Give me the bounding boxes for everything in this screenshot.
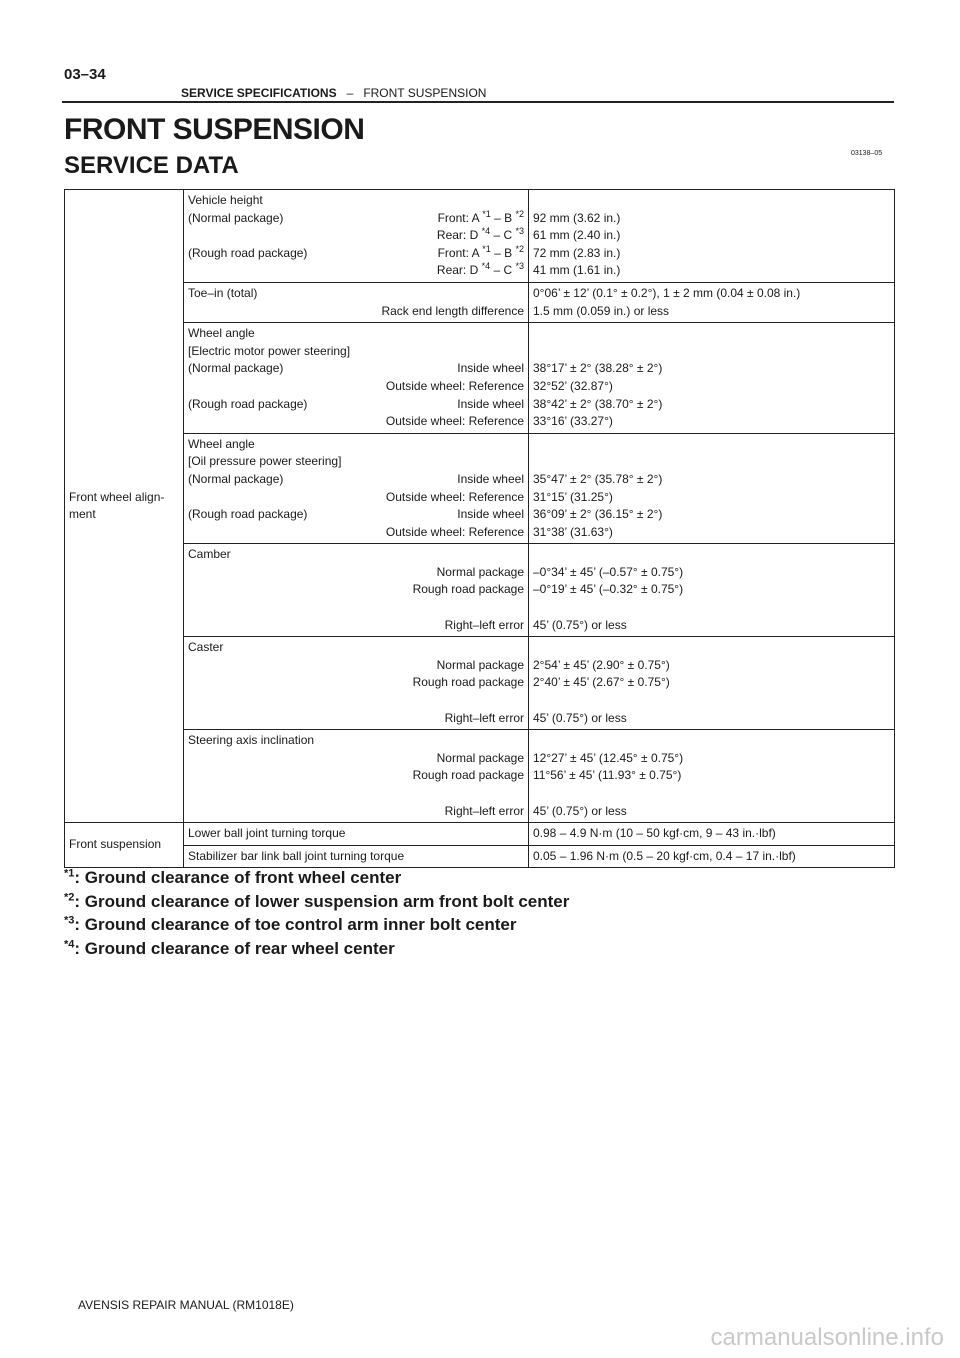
spec-sub-label: Rear: D $^{*4}$ – C $^{*3}$ bbox=[436, 226, 524, 243]
table-row bbox=[65, 190, 895, 283]
spec-label: (Normal package) bbox=[188, 471, 284, 486]
spec-item-vehicle-height bbox=[184, 190, 529, 283]
spec-line bbox=[188, 245, 524, 263]
footnotes bbox=[64, 866, 569, 960]
spec-sub-label: Inside wheel bbox=[457, 396, 524, 411]
spec-value: 11°56’ ± 45’ (11.93° ± 0.75°) bbox=[533, 768, 682, 783]
spec-title: Wheel angle bbox=[188, 436, 255, 451]
page-footer: AVENSIS REPAIR MANUAL (RM1018E) bbox=[78, 1298, 294, 1312]
spec-sub-label: Inside wheel bbox=[457, 361, 524, 376]
table-row bbox=[65, 845, 895, 868]
spec-line bbox=[188, 506, 524, 524]
spec-values-toe-in bbox=[529, 282, 895, 322]
spec-value: 38°42’ ± 2° (38.70° ± 2°) bbox=[533, 396, 663, 411]
header-rule bbox=[62, 101, 894, 103]
spec-item-wheel-angle-eps bbox=[184, 323, 529, 434]
footnote: $^{*3}$: Ground clearance of toe control arm inner bolt center bbox=[64, 914, 517, 934]
spec-item-lower-ball-joint: Lower ball joint turning torque bbox=[184, 823, 529, 846]
page-number: 03–34 bbox=[64, 66, 106, 83]
spec-item-wheel-angle-ops bbox=[184, 433, 529, 544]
table-row bbox=[65, 433, 895, 544]
header-section: SERVICE SPECIFICATIONS bbox=[181, 86, 337, 100]
page-title: FRONT SUSPENSION bbox=[64, 113, 365, 146]
spec-sub-label: Outside wheel: Reference bbox=[385, 414, 524, 429]
spec-label: (Rough road package) bbox=[188, 396, 308, 411]
spec-sub-label: Inside wheel bbox=[457, 507, 524, 522]
footnote: $^{*4}$: Ground clearance of rear wheel center bbox=[64, 937, 395, 958]
spec-value: 61 mm (2.40 in.) bbox=[533, 228, 621, 243]
spec-values-camber bbox=[529, 544, 895, 637]
table-row bbox=[65, 823, 895, 846]
spec-label: (Rough road package) bbox=[188, 507, 308, 522]
table-row bbox=[65, 282, 895, 322]
spec-value: 2°40’ ± 45’ (2.67° ± 0.75°) bbox=[533, 675, 670, 690]
spec-line bbox=[188, 262, 524, 280]
spec-sub-label: Front: A $^{*1}$ – B $^{*2}$ bbox=[437, 243, 524, 260]
spec-subtitle: [Oil pressure power steering] bbox=[188, 454, 342, 469]
spec-value: 45’ (0.75°) or less bbox=[533, 803, 627, 818]
table-row bbox=[65, 323, 895, 434]
spec-sub-label: Outside wheel: Reference bbox=[385, 378, 524, 393]
spec-value: 31°38’ (31.63°) bbox=[533, 524, 613, 539]
spec-value: 0°06’ ± 12’ (0.1° ± 0.2°), 1 ± 2 mm (0.04 ± 0.08 in.) bbox=[533, 285, 801, 300]
spec-sub-label: Normal package bbox=[436, 750, 524, 765]
spec-value: 2°54’ ± 45’ (2.90° ± 0.75°) bbox=[533, 657, 670, 672]
spec-values-wheel-angle-eps bbox=[529, 323, 895, 434]
spec-item-camber bbox=[184, 544, 529, 637]
running-header bbox=[181, 86, 486, 100]
spec-sub-label: Normal package bbox=[436, 657, 524, 672]
spec-title: Caster bbox=[188, 640, 224, 655]
spec-value: –0°19’ ± 45’ (–0.32° ± 0.75°) bbox=[533, 582, 684, 597]
spec-item-caster bbox=[184, 637, 529, 730]
section-subtitle: SERVICE DATA bbox=[64, 152, 239, 179]
spec-value: 12°27’ ± 45’ (12.45° ± 0.75°) bbox=[533, 750, 684, 765]
spec-sub-label: Right–left error bbox=[444, 617, 524, 632]
footnote: $^{*2}$: Ground clearance of lower suspension arm front bolt center bbox=[64, 890, 570, 911]
spec-values-steering-axis bbox=[529, 730, 895, 823]
watermark: carmanualsonline.info bbox=[710, 1324, 944, 1351]
spec-sub-label: Rough road package bbox=[412, 675, 524, 690]
spec-sub-label: Inside wheel bbox=[457, 471, 524, 486]
spec-sub-label: Rack end length difference bbox=[381, 303, 524, 318]
spec-value: 41 mm (1.61 in.) bbox=[533, 263, 621, 278]
spec-values-vehicle-height bbox=[529, 190, 895, 283]
spec-title: Vehicle height bbox=[188, 193, 263, 207]
table-row bbox=[65, 730, 895, 823]
spec-title: Camber bbox=[188, 547, 231, 562]
header-separator: – bbox=[346, 86, 354, 100]
spec-value: 72 mm (2.83 in.) bbox=[533, 245, 621, 260]
spec-title: Steering axis inclination bbox=[188, 733, 315, 748]
spec-value: 0.98 – 4.9 N·m (10 – 50 kgf·cm, 9 – 43 in.·lbf) bbox=[529, 823, 895, 846]
spec-value: 0.05 – 1.96 N·m (0.5 – 20 kgf·cm, 0.4 – 17 in.·lbf) bbox=[529, 845, 895, 868]
footnote: $^{*1}$: Ground clearance of front wheel center bbox=[64, 867, 402, 887]
spec-sub-label: Outside wheel: Reference bbox=[385, 489, 524, 504]
table-row bbox=[65, 637, 895, 730]
spec-value: 92 mm (3.62 in.) bbox=[533, 210, 621, 225]
table-row bbox=[65, 544, 895, 637]
spec-sub-label: Front: A $^{*1}$ – B $^{*2}$ bbox=[437, 208, 524, 225]
spec-label: (Normal package) bbox=[188, 210, 284, 225]
header-subsection: FRONT SUSPENSION bbox=[363, 86, 487, 100]
group-label-suspension: Front suspension bbox=[65, 823, 184, 868]
group-label-alignment: Front wheel align- ment bbox=[65, 190, 184, 823]
figure-code: 03138–05 bbox=[851, 150, 883, 157]
spec-subtitle: [Electric motor power steering] bbox=[188, 343, 351, 358]
spec-value: 32°52’ (32.87°) bbox=[533, 378, 613, 393]
spec-line bbox=[188, 227, 524, 245]
spec-values-wheel-angle-ops bbox=[529, 433, 895, 544]
spec-title: Wheel angle bbox=[188, 326, 255, 341]
spec-value: 35°47’ ± 2° (35.78° ± 2°) bbox=[533, 471, 663, 486]
spec-line bbox=[188, 396, 524, 414]
spec-sub-label: Normal package bbox=[436, 564, 524, 579]
spec-values-caster bbox=[529, 637, 895, 730]
spec-sub-label: Outside wheel: Reference bbox=[385, 524, 524, 539]
spec-sub-label: Rough road package bbox=[412, 582, 524, 597]
service-data-table bbox=[64, 189, 895, 868]
spec-value: 31°15’ (31.25°) bbox=[533, 489, 613, 504]
spec-sub-label: Rear: D $^{*4}$ – C $^{*3}$ bbox=[436, 261, 524, 278]
spec-item-steering-axis bbox=[184, 730, 529, 823]
spec-value: 45’ (0.75°) or less bbox=[533, 617, 627, 632]
spec-value: –0°34’ ± 45’ (–0.57° ± 0.75°) bbox=[533, 564, 684, 579]
spec-label: (Normal package) bbox=[188, 361, 284, 376]
spec-sub-label: Rough road package bbox=[412, 768, 524, 783]
spec-value: 38°17’ ± 2° (38.28° ± 2°) bbox=[533, 361, 663, 376]
spec-line bbox=[188, 210, 524, 228]
spec-sub-label: Right–left error bbox=[444, 710, 524, 725]
spec-value: 45’ (0.75°) or less bbox=[533, 710, 627, 725]
spec-item-stabilizer-link: Stabilizer bar link ball joint turning torque bbox=[184, 845, 529, 868]
spec-line bbox=[188, 471, 524, 489]
spec-sub-label: Right–left error bbox=[444, 803, 524, 818]
spec-label: (Rough road package) bbox=[188, 245, 308, 260]
spec-item-toe-in bbox=[184, 282, 529, 322]
spec-title: Toe–in (total) bbox=[188, 285, 258, 300]
spec-value: 1.5 mm (0.059 in.) or less bbox=[533, 303, 670, 318]
spec-line bbox=[188, 360, 524, 378]
spec-value: 36°09’ ± 2° (36.15° ± 2°) bbox=[533, 507, 663, 522]
spec-value: 33°16’ (33.27°) bbox=[533, 414, 613, 429]
